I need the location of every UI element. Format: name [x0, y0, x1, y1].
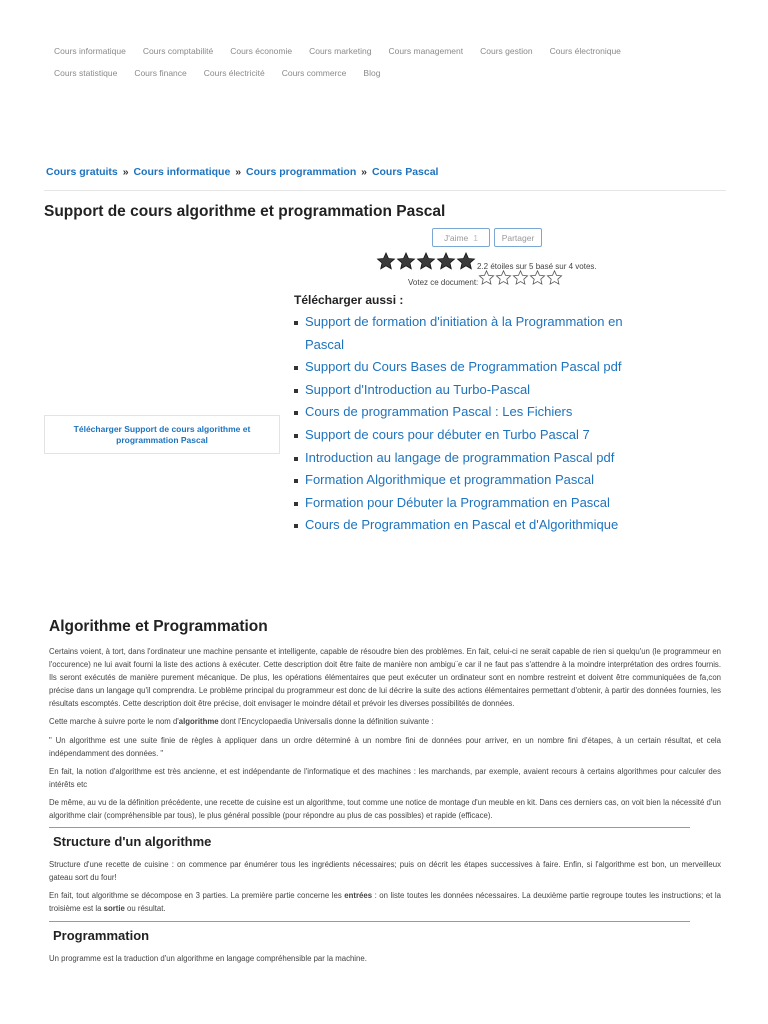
- share-label: Partager: [501, 232, 535, 243]
- square-bullet-icon: [294, 524, 298, 528]
- square-bullet-icon: [294, 457, 298, 461]
- square-bullet-icon: [294, 434, 298, 438]
- filled-star-icon: [416, 252, 436, 270]
- vote-label: Votez ce document:: [408, 277, 479, 287]
- list-item: [294, 514, 674, 537]
- article-paragraph: [49, 715, 721, 728]
- section-heading-programmation: Programmation: [53, 927, 150, 943]
- nav-link[interactable]: Cours électricité: [203, 68, 265, 78]
- download-box[interactable]: [44, 415, 280, 454]
- filled-star-icon: [396, 252, 416, 270]
- related-download-link[interactable]: [305, 382, 530, 397]
- related-downloads-heading: Télécharger aussi :: [294, 293, 404, 307]
- social-buttons: [432, 228, 542, 247]
- vote-widget: [408, 270, 563, 290]
- link-text: Introduction au langage de programmation Pascal pdf: [305, 449, 615, 465]
- bold-term: entrées: [344, 891, 373, 901]
- link-text: Formation pour Débuter la Programmation en Pascal: [305, 494, 610, 510]
- breadcrumb-link-cours-programmation[interactable]: Cours programmation: [245, 166, 357, 178]
- page-title: Support de cours algorithme et programmation Pascal: [44, 203, 446, 220]
- list-item: [294, 447, 674, 470]
- square-bullet-icon: [294, 321, 298, 325]
- nav-link[interactable]: Cours management: [388, 46, 464, 56]
- nav-link[interactable]: Blog: [363, 68, 381, 78]
- list-item: [294, 379, 674, 402]
- breadcrumb-link-cours-pascal[interactable]: Cours Pascal: [371, 166, 439, 178]
- square-bullet-icon: [294, 366, 298, 370]
- empty-star-icon[interactable]: [512, 270, 529, 285]
- list-item: [294, 492, 674, 515]
- article-heading: Algorithme et Programmation: [49, 618, 268, 635]
- download-link[interactable]: Télécharger Support de cours algorithme et programmation Pascal: [73, 423, 251, 445]
- article-paragraph: En fait, la notion d'algorithme est très ancienne, et est indépendante de l'informatique et des machines : les marchands, par exemple, avaient recours à certains algorithmes pour calculer des intérêts etc: [49, 766, 721, 789]
- filled-star-icon: [456, 252, 476, 270]
- bold-term: sortie: [103, 904, 125, 914]
- nav-link[interactable]: Cours commerce: [281, 68, 347, 78]
- list-item: [294, 469, 674, 492]
- link-text: Pascal: [305, 336, 345, 352]
- related-download-link[interactable]: [305, 472, 594, 487]
- empty-star-icon[interactable]: [529, 270, 546, 285]
- breadcrumb-link-cours-informatique[interactable]: Cours informatique: [133, 166, 231, 178]
- square-bullet-icon: [294, 389, 298, 393]
- nav-link[interactable]: Cours finance: [134, 68, 187, 78]
- nav-link[interactable]: Cours marketing: [309, 46, 372, 56]
- related-download-link[interactable]: [305, 517, 618, 532]
- top-nav-row-1: [48, 40, 728, 62]
- nav-link[interactable]: Cours comptabilité: [142, 46, 214, 56]
- breadcrumb-separator: »: [361, 166, 368, 178]
- breadcrumb-divider: [44, 190, 726, 191]
- link-text: Cours de programmation Pascal : Les Fichiers: [305, 404, 573, 420]
- related-download-link[interactable]: [305, 314, 623, 352]
- section-divider: [49, 827, 690, 828]
- article-content: [49, 618, 721, 970]
- nav-link[interactable]: Cours statistique: [54, 68, 118, 78]
- link-text: Formation Algorithmique et programmation Pascal: [305, 472, 595, 488]
- empty-star-icon[interactable]: [478, 270, 495, 285]
- section-divider: [49, 921, 690, 922]
- bold-term: algorithme: [178, 717, 219, 727]
- list-item: [294, 311, 674, 356]
- text: : on liste toutes les données nécessaires. La deuxième partie regroupe toutes les instructions; et la troisième est la: [49, 891, 721, 914]
- breadcrumb: [46, 166, 438, 178]
- related-download-link[interactable]: [305, 427, 590, 442]
- breadcrumb-separator: »: [235, 166, 242, 178]
- text: En fait, tout algorithme se décompose en 3 parties. La première partie concerne les: [49, 891, 345, 901]
- like-count: 1: [473, 232, 479, 243]
- section-heading-structure: Structure d'un algorithme: [53, 834, 212, 850]
- like-button[interactable]: [432, 228, 490, 247]
- nav-link[interactable]: Cours économie: [230, 46, 293, 56]
- empty-star-icon[interactable]: [546, 270, 563, 285]
- article-paragraph: De même, au vu de la définition précédente, une recette de cuisine est un algorithme, tout comme une notice de montage d'un meuble en kit. Dans ces derniers cas, on voit bien la nécessité d'un algorithme clair (compréhensible par tous), le plus général possible (pour répondre au plus de cas possibles) et rapide (efficace).: [49, 797, 721, 821]
- text: dont l'Encyclopaedia Universalis donne la définition suivante :: [218, 717, 434, 727]
- square-bullet-icon: [294, 502, 298, 506]
- link-text: Support de cours pour débuter en Turbo Pascal 7: [305, 426, 590, 442]
- nav-link[interactable]: Cours informatique: [54, 46, 126, 56]
- breadcrumb-link-cours-gratuits[interactable]: Cours gratuits: [46, 166, 118, 178]
- filled-star-icon: [436, 252, 456, 270]
- top-nav-row-2: [48, 62, 728, 84]
- link-text: Support de formation d'initiation à la Programmation en: [305, 314, 623, 329]
- related-download-link[interactable]: [305, 404, 572, 419]
- list-item: [294, 356, 674, 379]
- article-paragraph: [49, 889, 721, 915]
- related-downloads-list: [294, 311, 674, 537]
- article-paragraph: Structure d'une recette de cuisine : on commence par énumérer tous les ingrédients nécessaires; puis on décrit les étapes successives à faire. Enfin, si l'algorithme est bon, un merveilleux gateau sort du four!: [49, 860, 721, 883]
- square-bullet-icon: [294, 411, 298, 415]
- link-text: Support d'Introduction au Turbo-Pascal: [305, 381, 531, 397]
- nav-link[interactable]: Cours gestion: [480, 46, 533, 56]
- rating-summary: 2.2 étoiles sur 5 basé sur 4 votes.: [477, 262, 597, 271]
- square-bullet-icon: [294, 479, 298, 483]
- article-paragraph: Un programme est la traduction d'un algorithme en langage compréhensible par la machine.: [49, 953, 367, 963]
- related-download-link[interactable]: [305, 450, 614, 465]
- link-text: Cours de Programmation en Pascal et d'Algorithmique: [305, 517, 619, 533]
- list-item: [294, 401, 674, 424]
- filled-star-icon: [376, 252, 396, 270]
- text: ou résultat.: [124, 904, 166, 914]
- like-label: J'aime: [443, 232, 469, 243]
- related-download-link[interactable]: [305, 359, 622, 374]
- related-download-link[interactable]: [305, 495, 610, 510]
- text: Cette marche à suivre porte le nom d': [49, 717, 179, 727]
- link-text: Support du Cours Bases de Programmation Pascal pdf: [305, 359, 622, 375]
- related-downloads: [294, 293, 674, 537]
- top-navigation: [48, 40, 728, 84]
- list-item: [294, 424, 674, 447]
- article-paragraph: Certains voient, à tort, dans l'ordinateur une machine pensante et intelligente, capable de résoudre bien des problèmes. En fait, celui-ci ne serait capable de rien si quelqu'un (le programmeur en l'occurence) ne lui avait fourni la liste des actions à exécuter. Cette description doit être faite de manière non ambigu¨e car il ne faut pas s'attendre à la moindre interprétation des ordres fournis. Ils seront exécutés de manière purement mécanique. De plus, les opérations élémentaires que peut exécuter un ordinateur sont en nombre restreint et doivent être communiquées de fa,con précise dans un langage qu'il comprendra. Le problème principal du programmeur est donc de lui décrire la suite des actions élémentaires permettant d'obtenir, à partir des données fournies, les résultats escomptés. Cette description doit être précise, doit envisager le moindre détail et prévoir les diverses possibilités de données.: [49, 647, 721, 709]
- nav-link[interactable]: Cours électronique: [549, 46, 621, 56]
- share-button[interactable]: [494, 228, 542, 247]
- vote-stars: [478, 270, 563, 290]
- article-quote: " Un algorithme est une suite finie de règles à appliquer dans un ordre déterminé à un nombre fini de données pour arriver, en un nombre fini d'étapes, à un certain résultat, et cela indépendamment des données. ": [49, 735, 721, 758]
- breadcrumb-separator: »: [122, 166, 129, 178]
- empty-star-icon[interactable]: [495, 270, 512, 285]
